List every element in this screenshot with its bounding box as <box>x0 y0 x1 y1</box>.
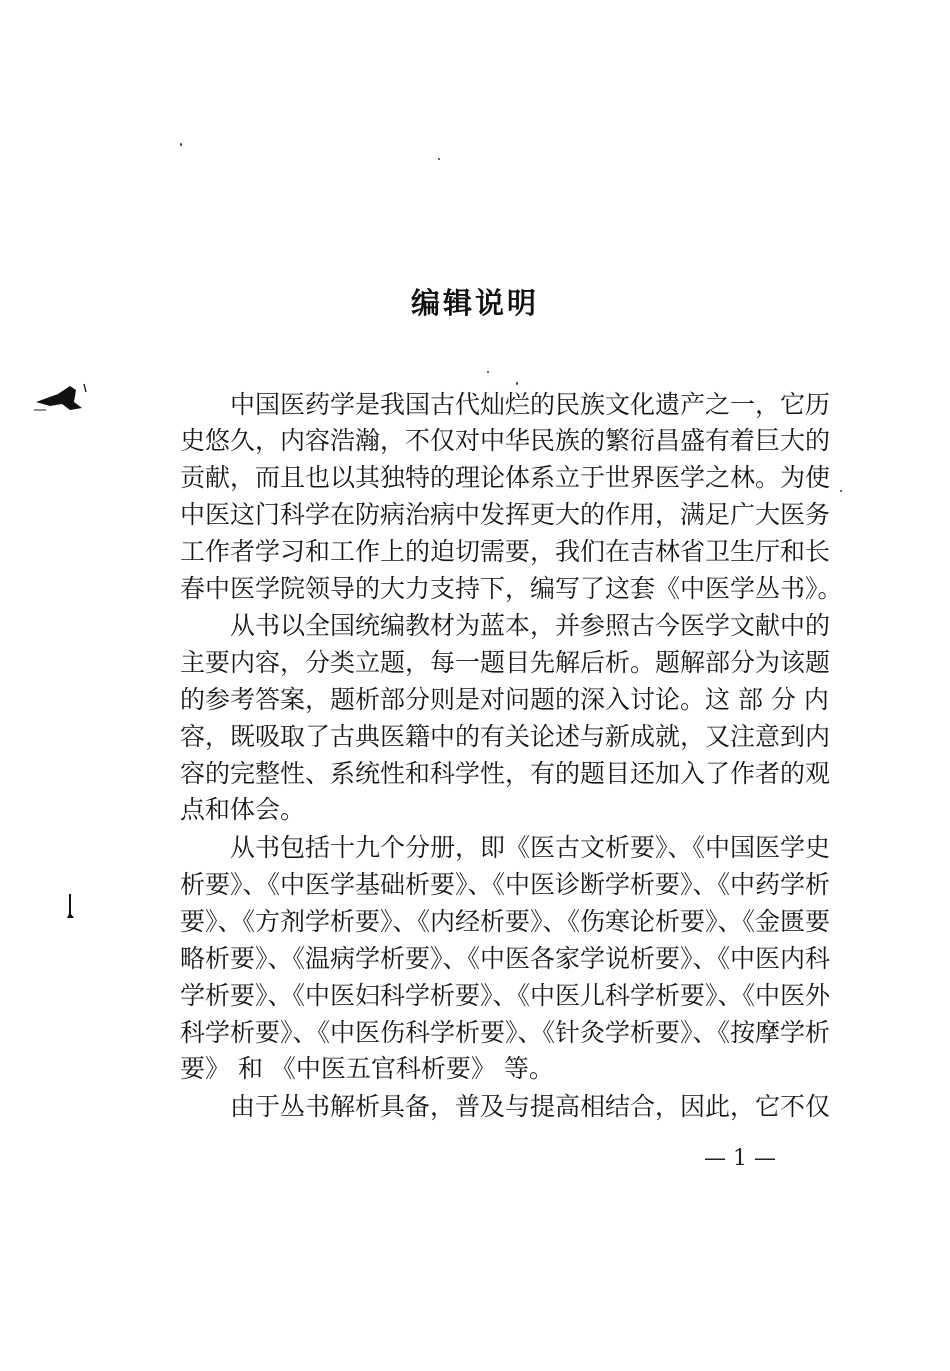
body-line: 由于丛书解析具备，普及与提高相结合，因此，它不仅 <box>230 1092 831 1121</box>
body-line: 略析要》、《温病学析要》、《中医各家学说析要》、《中医内科 <box>180 944 831 973</box>
scan-speck <box>516 382 518 385</box>
body-line: 容，既吸取了古典医籍中的有关论述与新成就，又注意到内 <box>180 722 831 751</box>
scan-speck <box>438 158 440 160</box>
body-line: 春中医学院领导的大力支持下，编写了这套《中医学丛书》。 <box>180 574 843 603</box>
body-line: 析要》、《中医学基础析要》、《中医诊断学析要》、《中药学析 <box>180 870 831 899</box>
body-line: 点和体会。 <box>180 795 306 824</box>
scan-speck <box>840 490 842 492</box>
body-line: 要》 和 《中医五官科析要》 等。 <box>180 1054 554 1083</box>
page-title: 编辑说明 <box>410 286 539 320</box>
body-line: 贡献，而且也以其独特的理论体系立于世界医学之林。为使 <box>180 463 831 492</box>
body-line: 的参考答案，题析部分则是对问题的深入讨论。这 部 分 内 <box>180 685 829 714</box>
body-line: 容的完整性、系统性和科学性，有的题目还加入了作者的观 <box>180 759 831 788</box>
body-line: 中国医药学是我国古代灿烂的民族文化遗产之一，它历 <box>230 390 831 419</box>
body-line: 要》、《方剂学析要》、《内经析要》、《伤寒论析要》、《金匮要 <box>180 907 831 936</box>
ink-blot <box>30 380 90 420</box>
body-line: 从书包括十九个分册，即《医古文析要》、《中国医学史 <box>230 833 831 862</box>
body-line: 史悠久，内容浩瀚，不仅对中华民族的繁衍昌盛有着巨大的 <box>180 426 831 455</box>
page-number: — 1 — <box>704 1146 776 1171</box>
body-line: 主要内容，分类立题，每一题目先解后析。题解部分为该题 <box>180 648 831 677</box>
body-line: 科学析要》、《中医伤科学析要》、《针灸学析要》、《按摩学析 <box>180 1018 831 1047</box>
ink-mark <box>64 892 76 922</box>
body-line: 工作者学习和工作上的迫切需要，我们在吉林省卫生厅和长 <box>180 537 831 566</box>
body-line: 从书以全国统编教材为蓝本，并参照古今医学文献中的 <box>230 611 831 640</box>
scan-speck <box>180 143 182 146</box>
body-line: 学析要》、《中医妇科学析要》、《中医儿科学析要》、《中医外 <box>180 981 831 1010</box>
scan-speck <box>487 371 489 373</box>
body-line: 中医这门科学在防病治病中发挥更大的作用，满足广大医务 <box>180 500 831 529</box>
